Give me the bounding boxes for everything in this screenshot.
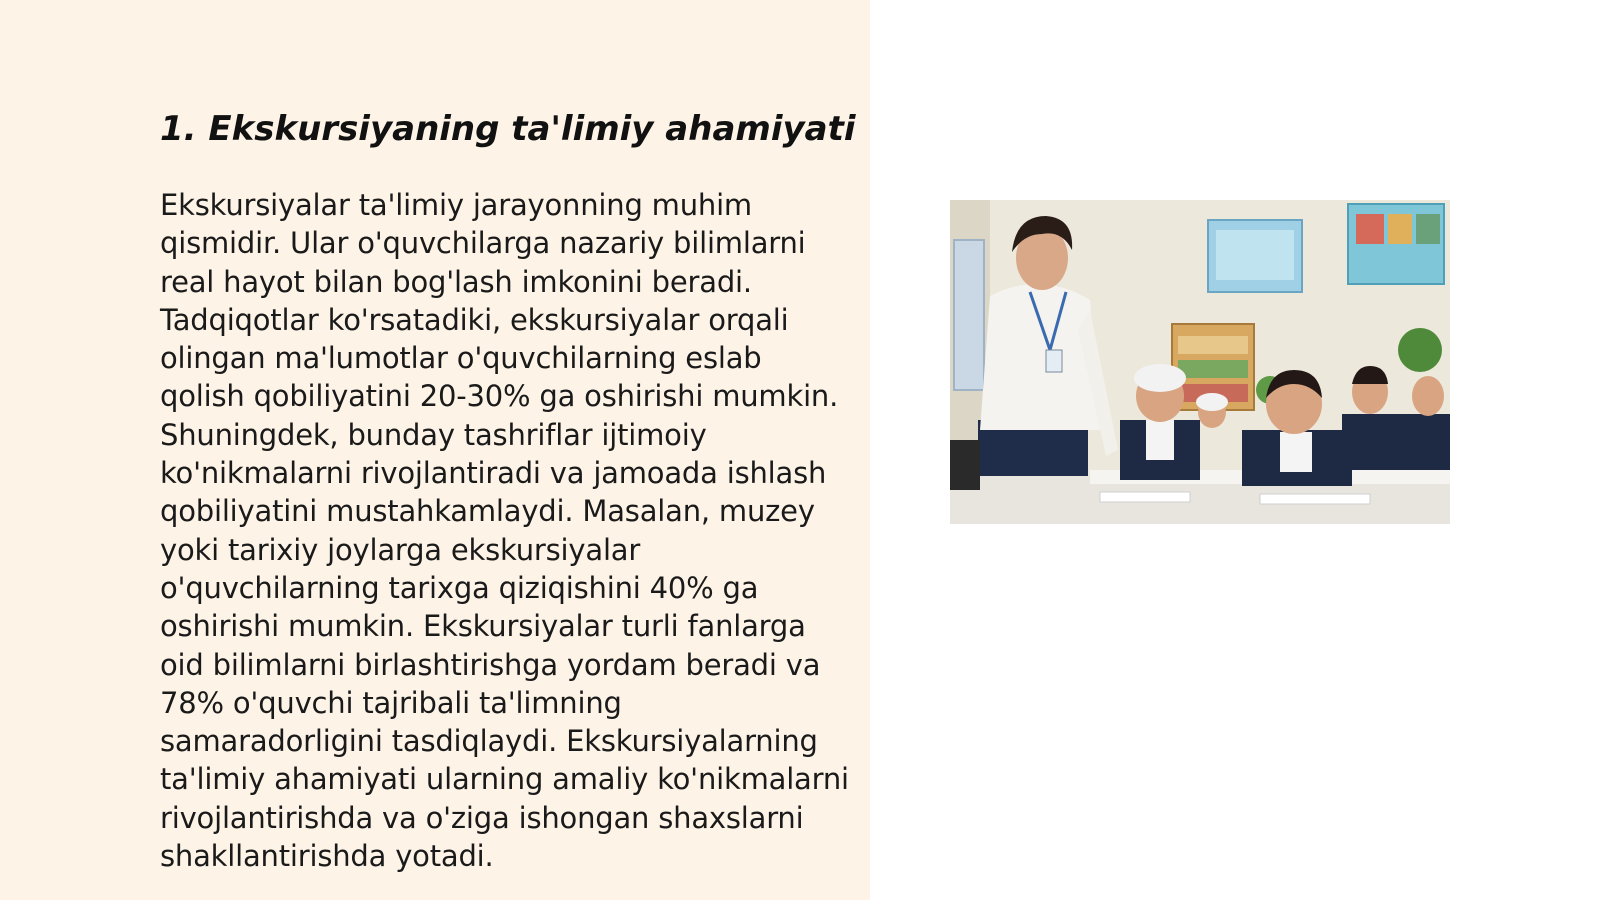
classroom-photo <box>950 200 1450 524</box>
slide-body-text: Ekskursiyalar ta'limiy jarayonning muhim qismidir. Ular o'quvchilarga nazariy bilimlarni real hayot bilan bog'lash imkonini beradi. Tadqiqotlar ko'rsatadiki, ekskursiyalar orqali olingan ma'lumotlar o'quvchilarning eslab qolish qobiliyatini 20-30% ga oshirishi mumkin. Shuningdek, bunday tashriflar ijtimoiy ko'nikmalarni rivojlantiradi va jamoada ishlash qobiliyatini mustahkamlaydi. Masalan, muzey yoki tarixiy joylarga ekskursiyalar o'quvchilarning tarixga qiziqishini 40% ga oshirishi mumkin. Ekskursiyalar turli fanlarga oid bilimlarni birlashtirishga yordam beradi va 78% o'quvchi tajribali ta'limning samaradorligini tasdiqlaydi. Ekskursiyalarning ta'limiy ahamiyati ularning amaliy ko'nikmalarni rivojlantirishda va o'ziga ishongan shaxslarni shakllantirishda yotadi. <box>160 188 849 874</box>
slide-title: 1. Ekskursiyaning ta'limiy ahamiyati <box>160 109 856 149</box>
